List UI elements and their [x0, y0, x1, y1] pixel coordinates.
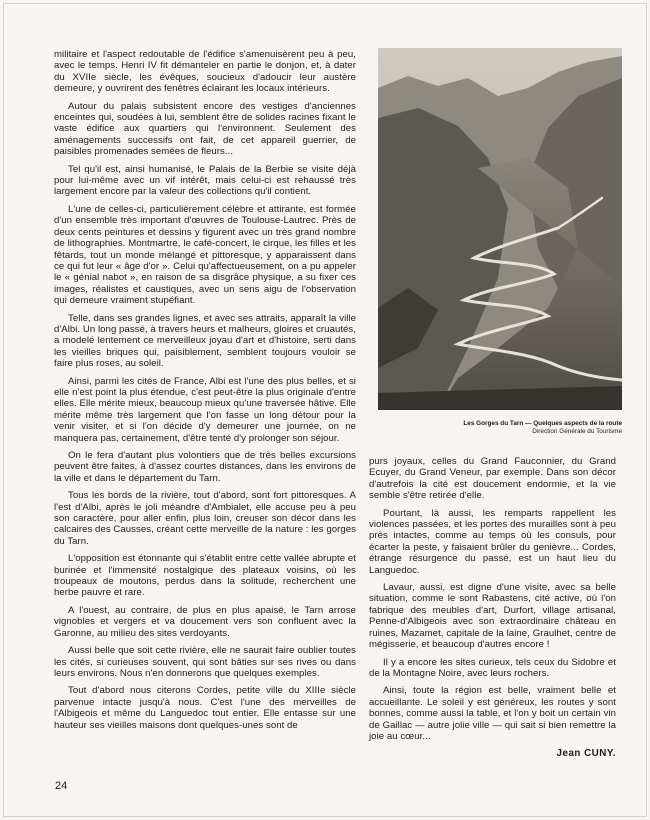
page-number: 24: [55, 780, 68, 792]
paragraph: Ainsi, parmi les cités de France, Albi est l'une des plus belles, et si elle n'est point la plus étendue, c'est peut-être la plus originale d'entre elles. Elle mérite mieux, beaucoup mieux qu'une traversée hâtive. Elle mérite même très largement que l'on fasse un long détour pour la venir visiter, et si l'on décide d'y demeurer une journée, on ne manquera pas, certainement, d'être tenté d'y prolonger son séjour.: [54, 375, 356, 444]
photo-caption: [378, 420, 622, 437]
paragraph: Ainsi, toute la région est belle, vraiment belle et accueillante. Le soleil y est généreux, les routes y sont bonnes, comme aussi la table, et l'on y boit un certain vin de Gaillac — autre jolie ville — qui sait si bien remettre la joie au cœur...: [369, 685, 616, 742]
paragraph: Il y a encore les sites curieux, tels ceux du Sidobre et de la Montagne Noire, avec leurs rochers.: [369, 656, 616, 679]
caption-title: Les Gorges du Tarn — Quelques aspects de la route: [463, 420, 622, 427]
paragraph: purs joyaux, celles du Grand Fauconnier, du Grand Ecuyer, du Grand Veneur, par exemple. Dans son décor d'autrefois la cité est doucement endormie, et la vie semble s'être retirée d'elle.: [369, 456, 616, 502]
author-signature: Jean CUNY.: [556, 748, 616, 760]
paragraph: Pourtant, là aussi, les remparts rappellent les violences passées, et les portes des murailles sont à peu près intactes, comme au temps où les consuls, pour écarter la peste, y faisaient brûler du genièvre... Cordes, étrange résurgence du passé, est un haut lieu du Languedoc.: [369, 507, 616, 576]
paragraph: L'une de celles-ci, particulièrement célèbre et attirante, est formée d'un ensemble très important d'œuvres de Toulouse-Lautrec. Près de deux cents peintures et dessins y figurent avec un très grand nombre de lithographies. Montmartre, le café-concert, le cirque, les filles et les fêtards, tout un monde mélangé et pittoresque, y apparaissent dans ce qui fut leur « âge d'or ». Celui qu'affectueusement, on a pu appeler le « génial nabot », en raison de sa disgrâce physique, a su fixer ces images, réalistes et caustiques, avec un sens aigu de l'observation qui demeure vraiment stupéfiant.: [54, 203, 356, 307]
paragraph: militaire et l'aspect redoutable de l'édifice s'amenuisèrent peu à peu, avec le temps. Henri IV fit démanteler en partie le donjon, et, à dater du XVIIe siècle, les évêques, soucieux d'adoucir leur austère demeure, y ouvrirent des fenêtres éclairant les locaux intérieurs.: [54, 49, 356, 95]
gorges-du-tarn-photo: [378, 48, 622, 410]
landscape-illustration: [378, 48, 622, 410]
paragraph: Tous les bords de la rivière, tout d'abord, sont fort pittoresques. A l'est d'Albi, après le joli méandre d'Ambialet, elle accuse peu à peu son caractère, pour aller enfin, plus loin, creuser son décor dans les calcaires des Causses, créant cette merveille de la nature : les gorges du Tarn.: [54, 490, 356, 547]
paragraph: Lavaur, aussi, est digne d'une visite, avec sa belle situation, comme le sont Rabastens, cité active, où l'on fabrique des meubles d'art, Durfort, village artisanal, Penne-d'Albigeois avec son extraordinaire château en ruines, Mazamet, capitale de la laine, Graulhet, centre de mégisserie, et beaucoup d'autres encore !: [369, 582, 616, 651]
paragraph: On le fera d'autant plus volontiers que de très belles excursions peuvent être faites, à d'assez courtes distances, dans les environs de la ville et dans le département du Tarn.: [54, 450, 356, 484]
paragraph: Aussi belle que soit cette rivière, elle ne saurait faire oublier toutes les cités, si curieuses souvent, qui sont bâties sur ses rives ou dans leurs environs. Nous n'en donnerons que quelques exemples.: [54, 645, 356, 679]
paragraph: A l'ouest, au contraire, de plus en plus apaisé, le Tarn arrose vignobles et vergers et va doucement vers son confluent avec la Garonne, au milieu des sites verdoyants.: [54, 604, 356, 639]
paragraph: Autour du palais subsistent encore des vestiges d'anciennes enceintes qui, soudées à lui, semblent être de solides racines fixant le vaste édifice aux quartiers qui l'environnent. Seulement des aménagements successifs ont fait, de cet appareil guerrier, de paisibles promenades semées de fleurs...: [54, 100, 356, 158]
paragraph: Telle, dans ses grandes lignes, et avec ses attraits, apparaît la ville d'Albi. Un long passé, à travers heurs et malheurs, gloires et cruautés, a modelé lentement ce merveilleux joyau d'art et d'histoire, serti dans les vieilles briques qui, paisiblement, semblent toujours vouloir se faire plus roses, au soleil.: [54, 312, 356, 370]
caption-credit: Direction Générale du Tourisme: [532, 428, 622, 436]
paragraph: Tel qu'il est, ainsi humanisé, le Palais de la Berbie se visite déjà pour lui-même avec un vif intérêt, mais celui-ci est rehaussé très largement encore par la valeur des collections qu'il contient.: [54, 163, 356, 198]
right-text-column: [369, 456, 616, 760]
left-text-column: [54, 49, 356, 737]
paragraph: L'opposition est étonnante qui s'établit entre cette vallée abrupte et burinée et l'immensité nostalgique des plateaux voisins, où les troupeaux de moutons, perdus dans la solitude, recherchent une herbe pauvre et rare.: [54, 553, 356, 599]
paragraph: Tout d'abord nous citerons Cordes, petite ville du XIIIe siècle parvenue intacte jusqu'à nous. C'est l'une des merveilles de l'Albigeois et même du Languedoc tout entier. Elle entasse sur une hauteur ses vieilles maisons dont quelques-unes sont de: [54, 685, 356, 731]
